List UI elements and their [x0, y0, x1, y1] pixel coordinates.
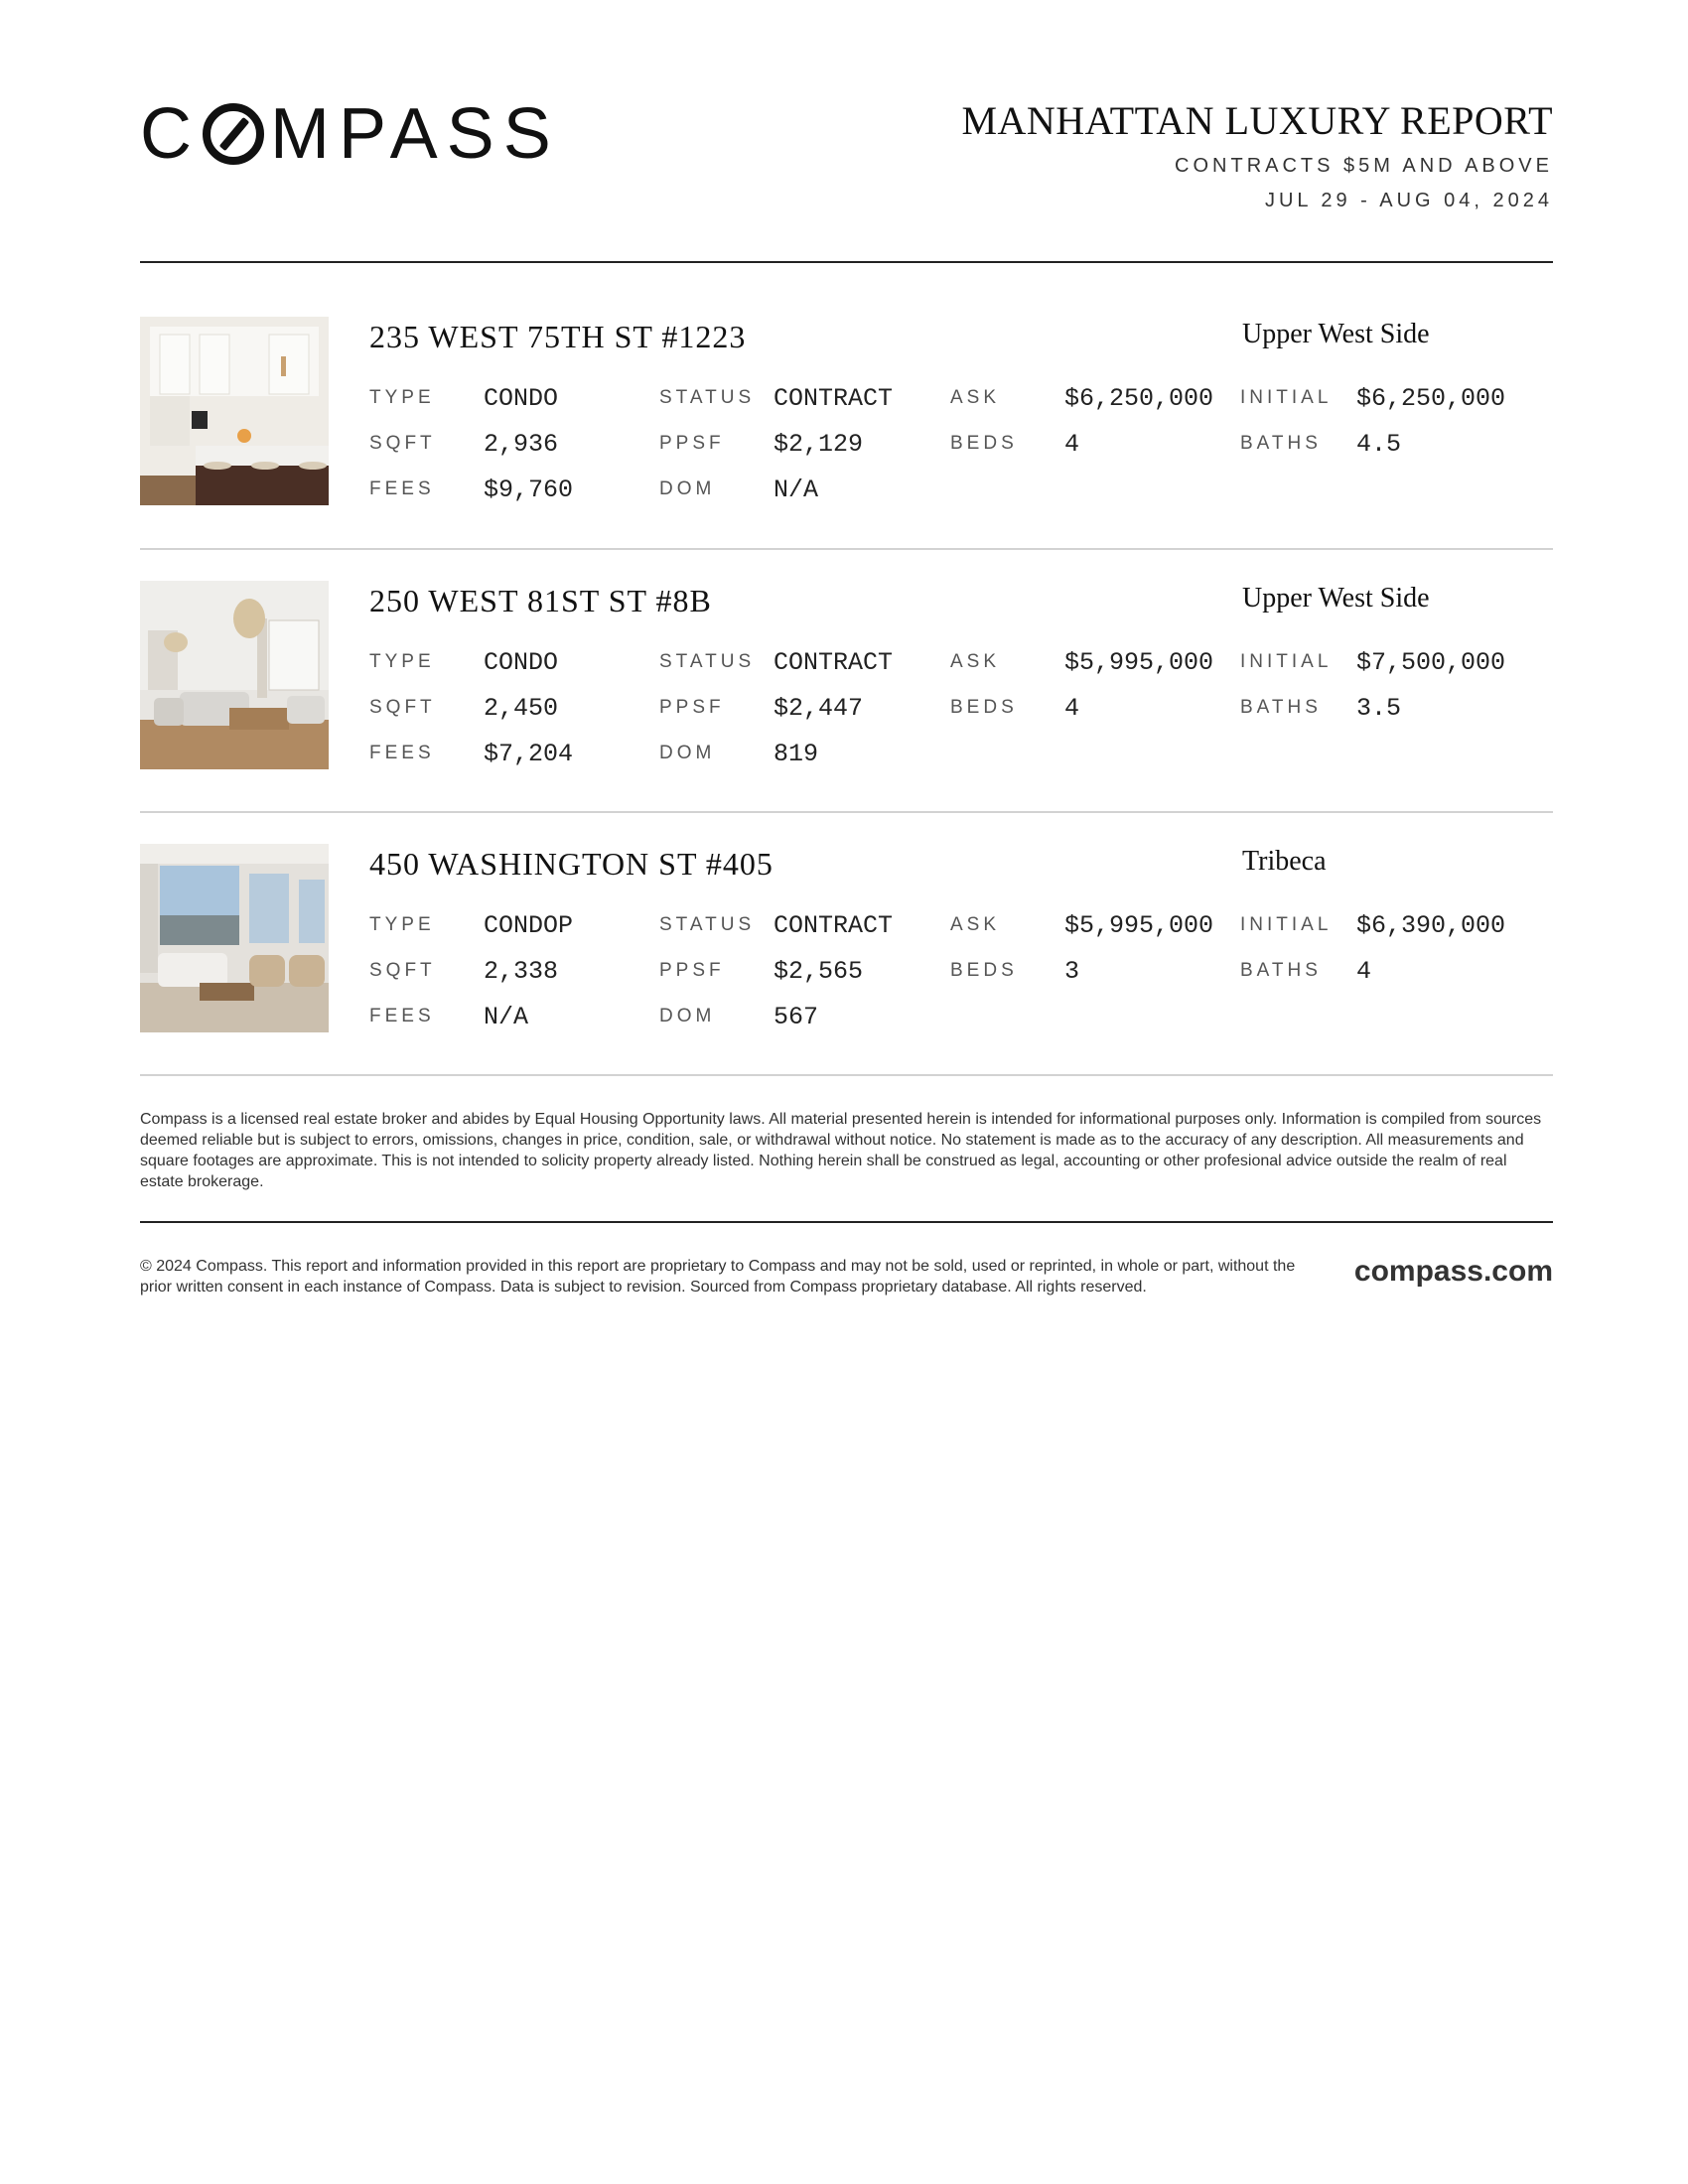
baths-value: 4 — [1356, 957, 1372, 986]
beds-label: BEDS — [950, 433, 1018, 454]
baths-label: BATHS — [1240, 960, 1322, 981]
report-subtitle: CONTRACTS $5M AND ABOVE — [1175, 155, 1553, 177]
initial-label: INITIAL — [1240, 651, 1333, 672]
listing-card — [140, 317, 1553, 505]
footer-divider — [140, 1221, 1553, 1223]
listing-address: 450 WASHINGTON ST #405 — [369, 846, 774, 882]
fees-value: $9,760 — [484, 476, 574, 504]
ppsf-label: PPSF — [659, 697, 725, 718]
listing-card — [140, 844, 1553, 1032]
copyright-text: © 2024 Compass. This report and information provided in this report are proprietary to Compass and may not be sold, used or reprinted, in whole or part, without the prior written consent in each instance of Compass. Data is subject to revision. Sourced from Compass proprietary database. All rights reserved. — [140, 1258, 1296, 1296]
baths-label: BATHS — [1240, 433, 1322, 454]
sqft-value: 2,450 — [484, 694, 559, 723]
status-label: STATUS — [659, 914, 756, 935]
status-value: CONTRACT — [774, 648, 894, 677]
listing-neighborhood: Upper West Side — [1242, 583, 1430, 614]
initial-value: $6,250,000 — [1356, 384, 1506, 413]
initial-label: INITIAL — [1240, 387, 1333, 408]
ask-value: $5,995,000 — [1064, 911, 1214, 940]
initial-value: $7,500,000 — [1356, 648, 1506, 677]
dom-value: 819 — [774, 740, 819, 768]
ppsf-value: $2,565 — [774, 957, 864, 986]
disclaimer-text: Compass is a licensed real estate broker and abides by Equal Housing Opportunity laws. All material presented herein is intended for informational purposes only. Information is compiled from sources deemed reliable but is subject to errors, omissions, changes in price, condition, sale, or withdrawal without notice. No statement is made as to the accuracy of any description. All measurements and square footages are approximate. This is not intended to solicity property already listed. Nothing herein shall be construed as legal, accounting or other profesional advice outside the realm of real estate brokerage. — [140, 1111, 1542, 1190]
listing-divider — [140, 548, 1553, 550]
ask-value: $5,995,000 — [1064, 648, 1214, 677]
beds-label: BEDS — [950, 960, 1018, 981]
header-divider — [140, 261, 1553, 263]
beds-value: 3 — [1064, 957, 1080, 986]
compass-logo: C MPASS — [140, 94, 560, 174]
fees-label: FEES — [369, 478, 435, 499]
report-title: MANHATTAN LUXURY REPORT — [961, 98, 1553, 143]
ppsf-label: PPSF — [659, 960, 725, 981]
type-value: CONDO — [484, 648, 559, 677]
ask-label: ASK — [950, 914, 1001, 935]
initial-label: INITIAL — [1240, 914, 1333, 935]
status-value: CONTRACT — [774, 384, 894, 413]
listing-address: 250 WEST 81ST ST #8B — [369, 583, 712, 618]
type-label: TYPE — [369, 387, 435, 408]
fees-label: FEES — [369, 1006, 435, 1026]
ppsf-label: PPSF — [659, 433, 725, 454]
dom-label: DOM — [659, 743, 716, 763]
type-label: TYPE — [369, 651, 435, 672]
report-date-range: JUL 29 - AUG 04, 2024 — [1264, 190, 1553, 211]
compass-o-icon — [203, 103, 264, 165]
listing-neighborhood: Tribeca — [1242, 846, 1327, 877]
kitchen-photo — [140, 317, 329, 505]
beds-value: 4 — [1064, 694, 1080, 723]
sqft-value: 2,936 — [484, 430, 559, 459]
living-room-photo — [140, 581, 329, 769]
status-value: CONTRACT — [774, 911, 894, 940]
listing-neighborhood: Upper West Side — [1242, 319, 1430, 349]
beds-label: BEDS — [950, 697, 1018, 718]
ask-label: ASK — [950, 651, 1001, 672]
ask-label: ASK — [950, 387, 1001, 408]
sqft-value: 2,338 — [484, 957, 559, 986]
sqft-label: SQFT — [369, 697, 436, 718]
listing-divider — [140, 811, 1553, 813]
type-value: CONDO — [484, 384, 559, 413]
status-label: STATUS — [659, 387, 756, 408]
dom-value: N/A — [774, 476, 819, 504]
baths-value: 3.5 — [1356, 694, 1402, 723]
fees-value: N/A — [484, 1003, 529, 1031]
dom-value: 567 — [774, 1003, 819, 1031]
dom-label: DOM — [659, 1006, 716, 1026]
fees-label: FEES — [369, 743, 435, 763]
sqft-label: SQFT — [369, 433, 436, 454]
ppsf-value: $2,129 — [774, 430, 864, 459]
beds-value: 4 — [1064, 430, 1080, 459]
listing-card — [140, 581, 1553, 769]
baths-value: 4.5 — [1356, 430, 1402, 459]
sqft-label: SQFT — [369, 960, 436, 981]
type-value: CONDOP — [484, 911, 574, 940]
living-room-view-photo — [140, 844, 329, 1032]
fees-value: $7,204 — [484, 740, 574, 768]
initial-value: $6,390,000 — [1356, 911, 1506, 940]
listing-divider — [140, 1074, 1553, 1076]
listing-address: 235 WEST 75TH ST #1223 — [369, 319, 747, 354]
baths-label: BATHS — [1240, 697, 1322, 718]
ask-value: $6,250,000 — [1064, 384, 1214, 413]
ppsf-value: $2,447 — [774, 694, 864, 723]
type-label: TYPE — [369, 914, 435, 935]
status-label: STATUS — [659, 651, 756, 672]
dom-label: DOM — [659, 478, 716, 499]
website-link[interactable]: compass.com — [1353, 1255, 1553, 1288]
